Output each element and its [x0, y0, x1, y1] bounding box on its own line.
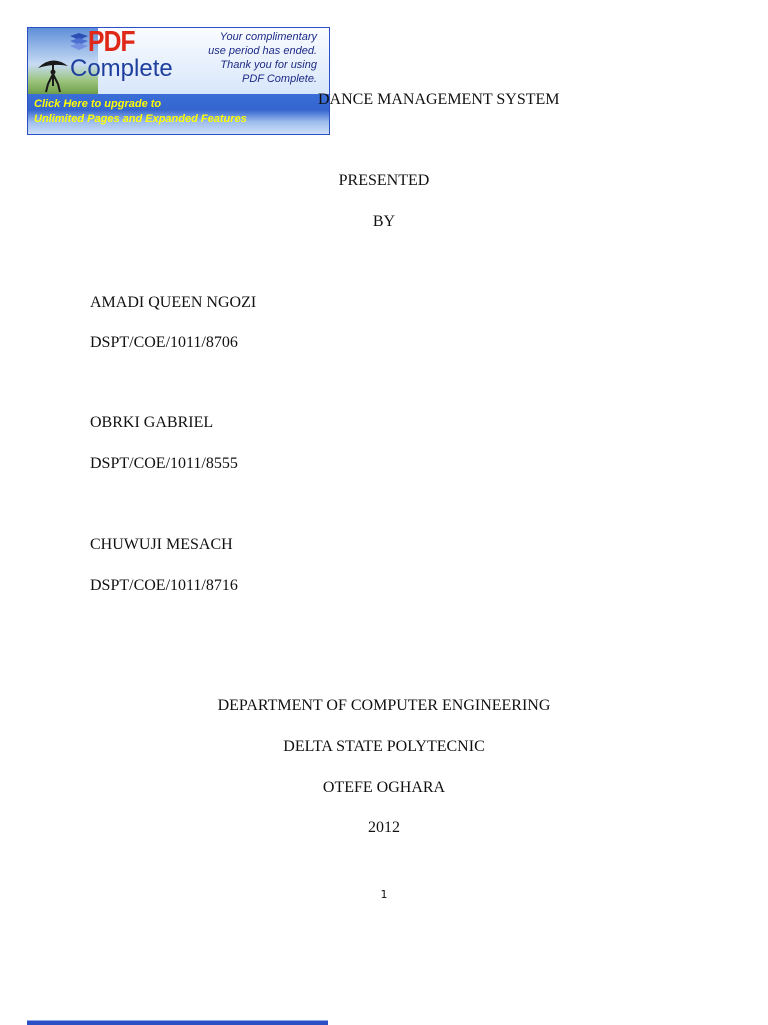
brand-pdf-text: PDF [88, 27, 135, 58]
upgrade-line[interactable]: Click Here to upgrade to [34, 98, 162, 110]
by-label: BY [372, 213, 396, 230]
institution-name: DELTA STATE POLYTECNIC [283, 738, 485, 755]
message-line: Your complimentary [219, 31, 317, 43]
author-id: DSPT/COE/1011/8716 [90, 577, 238, 594]
message-line: PDF Complete. [242, 73, 317, 85]
message-line: use period has ended. [208, 45, 317, 57]
brand-complete-text: Complete [70, 55, 173, 82]
message-line: Thank you for using [220, 59, 317, 71]
author-name: OBRKI GABRIEL [90, 414, 214, 431]
document-title: DANCE MANAGEMENT SYSTEM [318, 91, 560, 108]
page-number: 1 [380, 888, 388, 901]
author-id: DSPT/COE/1011/8706 [90, 334, 238, 351]
pdf-complete-banner[interactable] [27, 27, 330, 135]
author-name: CHUWUJI MESACH [90, 536, 233, 553]
upgrade-line[interactable]: Unlimited Pages and Expanded Features [34, 113, 247, 125]
presented-label: PRESENTED [338, 172, 430, 189]
pdf-logo-mark-icon [68, 32, 90, 52]
document-year: 2012 [368, 819, 400, 836]
trial-ended-message [177, 30, 317, 86]
author-name: AMADI QUEEN NGOZI [90, 294, 257, 311]
location-name: OTEFE OGHARA [322, 779, 446, 796]
author-id: DSPT/COE/1011/8555 [90, 455, 238, 472]
department-name: DEPARTMENT OF COMPUTER ENGINEERING [217, 697, 551, 714]
upgrade-link[interactable] [28, 94, 329, 134]
next-page-banner-edge [27, 1020, 328, 1025]
